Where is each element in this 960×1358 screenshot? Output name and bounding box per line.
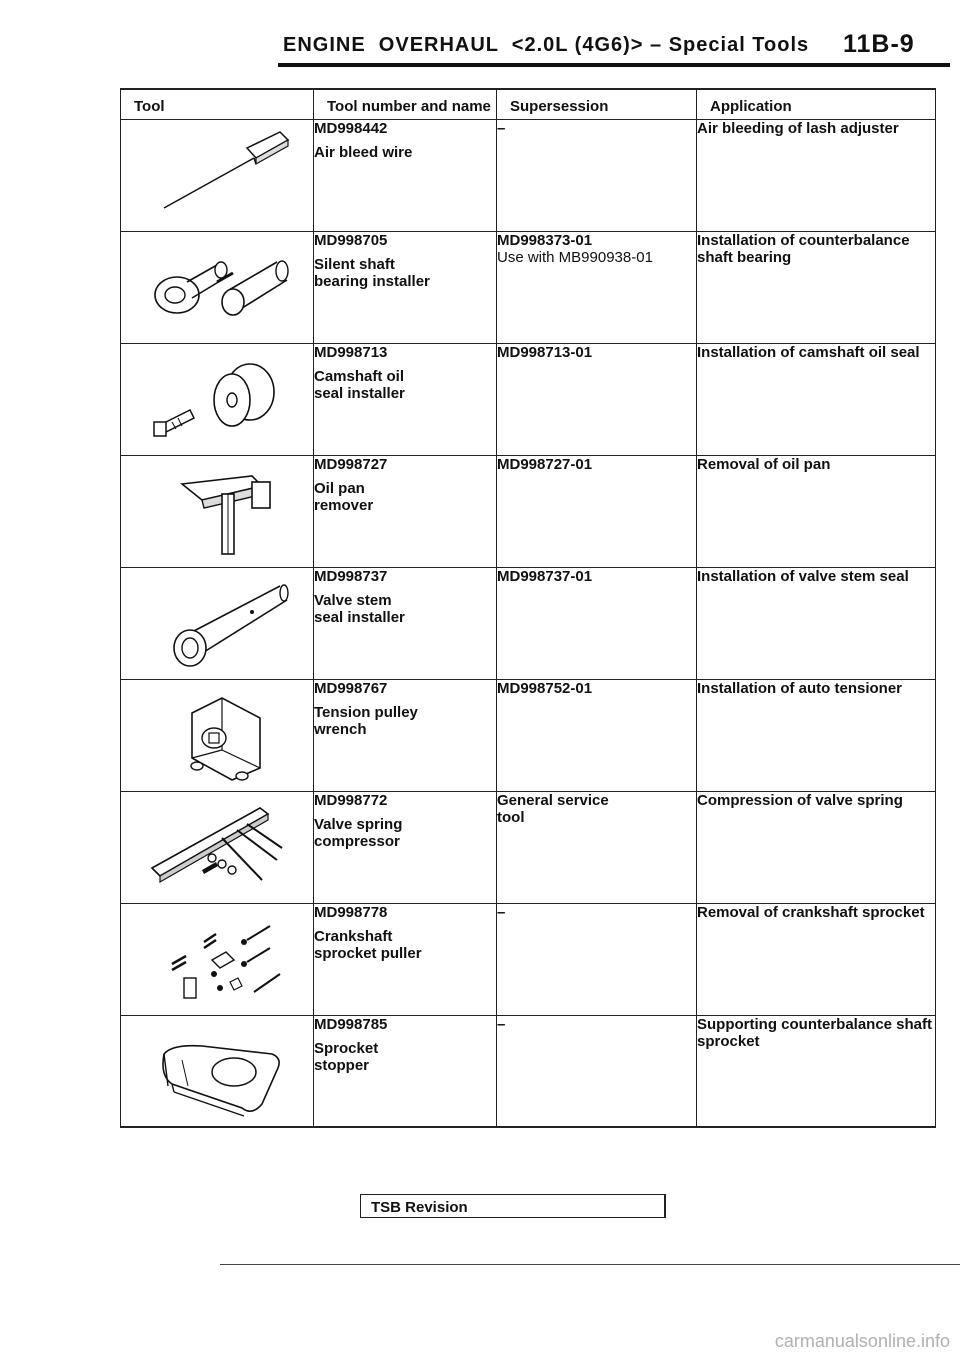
tension-pulley-wrench-icon bbox=[142, 688, 292, 783]
application-cell bbox=[697, 455, 936, 567]
supersession-value: MD998373-01 bbox=[497, 231, 593, 249]
tool-number: MD998737 bbox=[314, 567, 388, 585]
sprocket-stopper-icon bbox=[142, 1024, 292, 1119]
application-cell bbox=[697, 903, 936, 1015]
valve-spring-compressor-icon bbox=[142, 800, 292, 895]
tool-number-cell bbox=[314, 567, 497, 679]
tool-image-cell bbox=[121, 455, 314, 567]
supersession-cell bbox=[497, 231, 697, 343]
application-value: Air bleeding of lash adjuster bbox=[697, 119, 899, 137]
application-cell bbox=[697, 231, 936, 343]
supersession-value: MD998752-01 bbox=[497, 679, 593, 697]
supersession-cell bbox=[497, 679, 697, 791]
application-value: Installation of auto tensioner bbox=[697, 679, 903, 697]
tool-name: Valve stem seal installer bbox=[314, 591, 405, 626]
tool-name: Tension pulley wrench bbox=[314, 703, 418, 738]
tool-number: MD998713 bbox=[314, 343, 388, 361]
footer-rule bbox=[220, 1264, 960, 1265]
tool-number-cell bbox=[314, 791, 497, 903]
supersession-value: MD998727-01 bbox=[497, 455, 593, 473]
page-number: 11B-9 bbox=[843, 30, 915, 58]
tool-image-cell bbox=[121, 679, 314, 791]
application-cell bbox=[697, 567, 936, 679]
silent-shaft-bearing-installer-icon bbox=[137, 240, 297, 335]
tool-image-cell bbox=[121, 119, 314, 231]
supersession-cell bbox=[497, 903, 697, 1015]
tool-number: MD998772 bbox=[314, 791, 388, 809]
application-value: Removal of oil pan bbox=[697, 455, 831, 473]
column-header-tool-number: Tool number and name bbox=[314, 89, 497, 119]
table-row bbox=[121, 119, 936, 231]
supersession-value: – bbox=[497, 119, 506, 137]
supersession-cell bbox=[497, 791, 697, 903]
table-row bbox=[121, 791, 936, 903]
tool-number-cell bbox=[314, 679, 497, 791]
tool-number-cell bbox=[314, 119, 497, 231]
tool-name: Oil pan remover bbox=[314, 479, 374, 514]
supersession-cell bbox=[497, 119, 697, 231]
supersession-cell bbox=[497, 1015, 697, 1127]
tool-number: MD998767 bbox=[314, 679, 388, 697]
column-header-application: Application bbox=[697, 89, 936, 119]
application-value: Compression of valve spring bbox=[697, 791, 903, 809]
watermark: carmanualsonline.info bbox=[774, 1331, 950, 1351]
crankshaft-sprocket-puller-icon bbox=[142, 912, 292, 1007]
tsb-revision-box: TSB Revision bbox=[360, 1194, 666, 1218]
table-row bbox=[121, 903, 936, 1015]
tool-image-cell bbox=[121, 231, 314, 343]
tool-number-cell bbox=[314, 231, 497, 343]
page-title: ENGINE OVERHAUL <2.0L (4G6)> – Special Tools bbox=[283, 34, 810, 56]
supersession-value: – bbox=[497, 1015, 506, 1033]
valve-stem-seal-installer-icon bbox=[142, 576, 292, 668]
table-row bbox=[121, 679, 936, 791]
air-bleed-wire-icon bbox=[142, 128, 292, 220]
column-header-supersession: Supersession bbox=[497, 89, 697, 119]
table-row bbox=[121, 1015, 936, 1127]
tool-number: MD998778 bbox=[314, 903, 388, 921]
tool-name: Valve spring compressor bbox=[314, 815, 403, 850]
supersession-cell bbox=[497, 567, 697, 679]
tool-name: Crankshaft sprocket puller bbox=[314, 927, 422, 962]
column-header-tool: Tool bbox=[121, 89, 314, 119]
table-row bbox=[121, 231, 936, 343]
oil-pan-remover-icon bbox=[142, 464, 292, 559]
camshaft-oil-seal-installer-icon bbox=[142, 352, 292, 444]
application-cell bbox=[697, 119, 936, 231]
tool-image-cell bbox=[121, 567, 314, 679]
header-rule bbox=[278, 63, 950, 67]
tool-name: Silent shaft bearing installer bbox=[314, 255, 430, 290]
supersession-value: – bbox=[497, 903, 506, 921]
application-cell bbox=[697, 343, 936, 455]
application-cell bbox=[697, 679, 936, 791]
table-header-row bbox=[121, 89, 936, 119]
application-value: Supporting counterbalance shaft sprocket bbox=[697, 1015, 933, 1050]
tool-name: Air bleed wire bbox=[314, 143, 413, 161]
supersession-note: Use with MB990938-01 bbox=[497, 248, 653, 266]
application-value: Installation of camshaft oil seal bbox=[697, 343, 920, 361]
table-row bbox=[121, 567, 936, 679]
tool-image-cell bbox=[121, 343, 314, 455]
application-cell bbox=[697, 791, 936, 903]
supersession-cell bbox=[497, 343, 697, 455]
tool-number: MD998727 bbox=[314, 455, 388, 473]
application-value: Installation of valve stem seal bbox=[697, 567, 909, 585]
table-row bbox=[121, 455, 936, 567]
supersession-cell bbox=[497, 455, 697, 567]
supersession-value: General service tool bbox=[497, 791, 609, 826]
tool-number: MD998442 bbox=[314, 119, 388, 137]
application-value: Removal of crankshaft sprocket bbox=[697, 903, 925, 921]
tool-number: MD998785 bbox=[314, 1015, 388, 1033]
supersession-value: MD998713-01 bbox=[497, 343, 593, 361]
tool-image-cell bbox=[121, 903, 314, 1015]
special-tools-table bbox=[120, 88, 936, 1128]
application-cell bbox=[697, 1015, 936, 1127]
tool-name: Sprocket stopper bbox=[314, 1039, 379, 1074]
tool-number-cell bbox=[314, 343, 497, 455]
supersession-value: MD998737-01 bbox=[497, 567, 593, 585]
tool-number: MD998705 bbox=[314, 231, 388, 249]
application-value: Installation of counterbalance shaft bearing bbox=[697, 231, 910, 266]
tool-number-cell bbox=[314, 1015, 497, 1127]
tool-name: Camshaft oil seal installer bbox=[314, 367, 405, 402]
tool-number-cell bbox=[314, 455, 497, 567]
tool-image-cell bbox=[121, 1015, 314, 1127]
table-row bbox=[121, 343, 936, 455]
tool-image-cell bbox=[121, 791, 314, 903]
tool-number-cell bbox=[314, 903, 497, 1015]
